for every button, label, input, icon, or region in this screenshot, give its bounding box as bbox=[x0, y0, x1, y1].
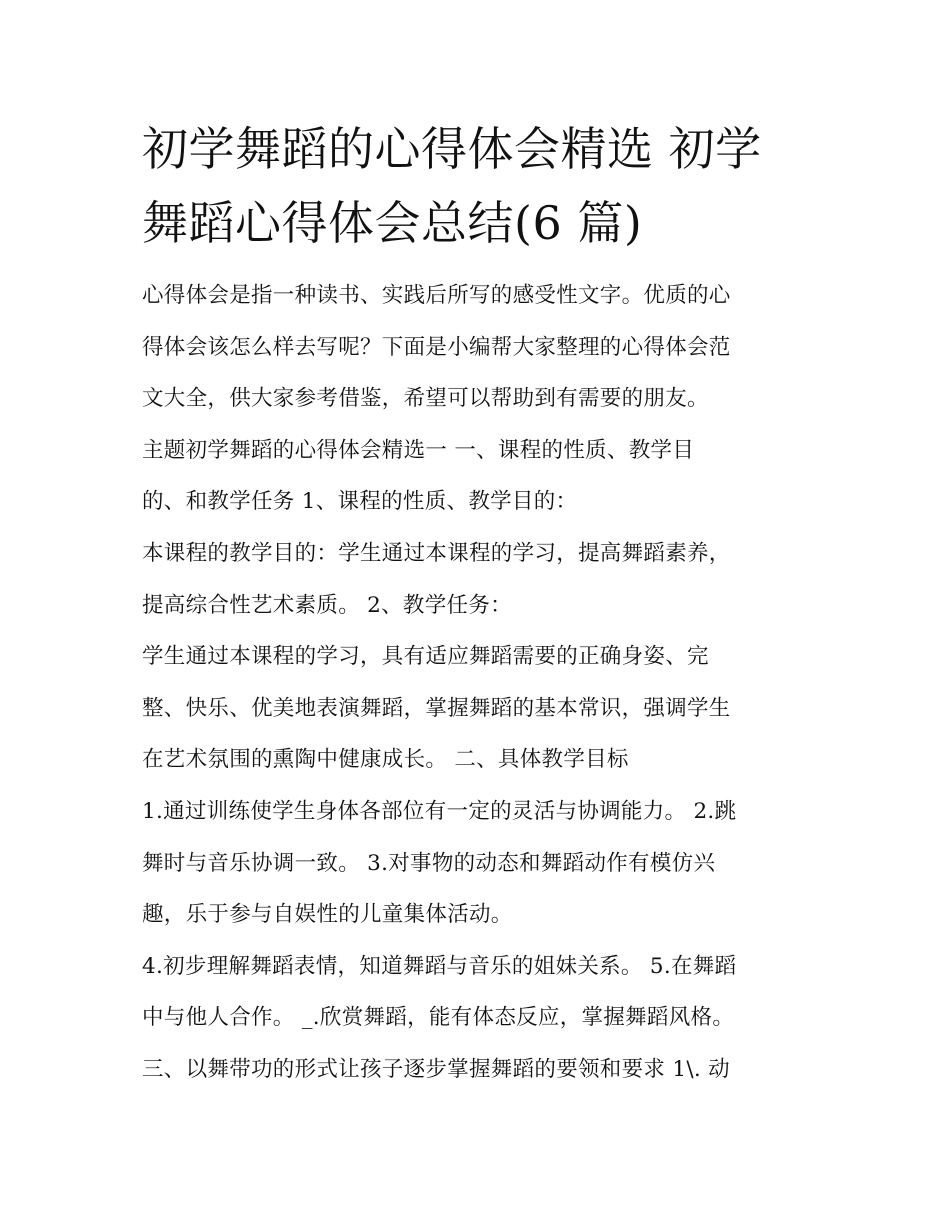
body-line: 本课程的教学目的：学生通过本课程的学习，提高舞蹈素养， bbox=[142, 540, 731, 566]
document-title bbox=[142, 112, 822, 260]
body-line: 的、和教学任务 1、课程的性质、教学目的： bbox=[142, 489, 578, 515]
body-line: 文大全，供大家参考借鉴，希望可以帮助到有需要的朋友。 bbox=[142, 386, 709, 412]
body-line: 得体会该怎么样去写呢？下面是小编帮大家整理的心得体会范 bbox=[142, 334, 731, 360]
body-line: 在艺术氛围的熏陶中健康成长。 二、具体教学目标 bbox=[142, 747, 629, 773]
document-page bbox=[142, 112, 822, 1096]
body-line: 舞时与音乐协调一致。 3.对事物的动态和舞蹈动作有模仿兴 bbox=[142, 850, 716, 876]
body-line: 趣，乐于参与自娱性的儿童集体活动。 bbox=[142, 902, 513, 928]
body-line: 主题初学舞蹈的心得体会精选一 一、课程的性质、教学目 bbox=[142, 437, 695, 463]
title-line-1: 初学舞蹈的心得体会精选 初学 bbox=[142, 122, 762, 176]
body-line: 中与他人合作。 _.欣赏舞蹈，能有体态反应，掌握舞蹈风格。 bbox=[142, 1005, 735, 1031]
body-line: 4.初步理解舞蹈表情，知道舞蹈与音乐的姐妹关系。 5.在舞蹈 bbox=[142, 953, 737, 979]
body-line: 心得体会是指一种读书、实践后所写的感受性文字。优质的心 bbox=[142, 283, 731, 308]
body-line: 学生通过本课程的学习，具有适应舞蹈需要的正确身姿、完 bbox=[142, 644, 709, 670]
body-line: 整、快乐、优美地表演舞蹈，掌握舞蹈的基本常识，强调学生 bbox=[142, 695, 731, 721]
body-line: 1.通过训练使学生身体各部位有一定的灵活与协调能力。 2.跳 bbox=[142, 798, 737, 824]
body-line: 提高综合性艺术素质。 2、教学任务： bbox=[142, 592, 512, 618]
title-line-2: 舞蹈心得体会总结(6 篇) bbox=[142, 196, 643, 250]
document-body bbox=[142, 270, 822, 1096]
body-line: 三、以舞带功的形式让孩子逐步掌握舞蹈的要领和要求 1\. 动 bbox=[142, 1056, 730, 1082]
